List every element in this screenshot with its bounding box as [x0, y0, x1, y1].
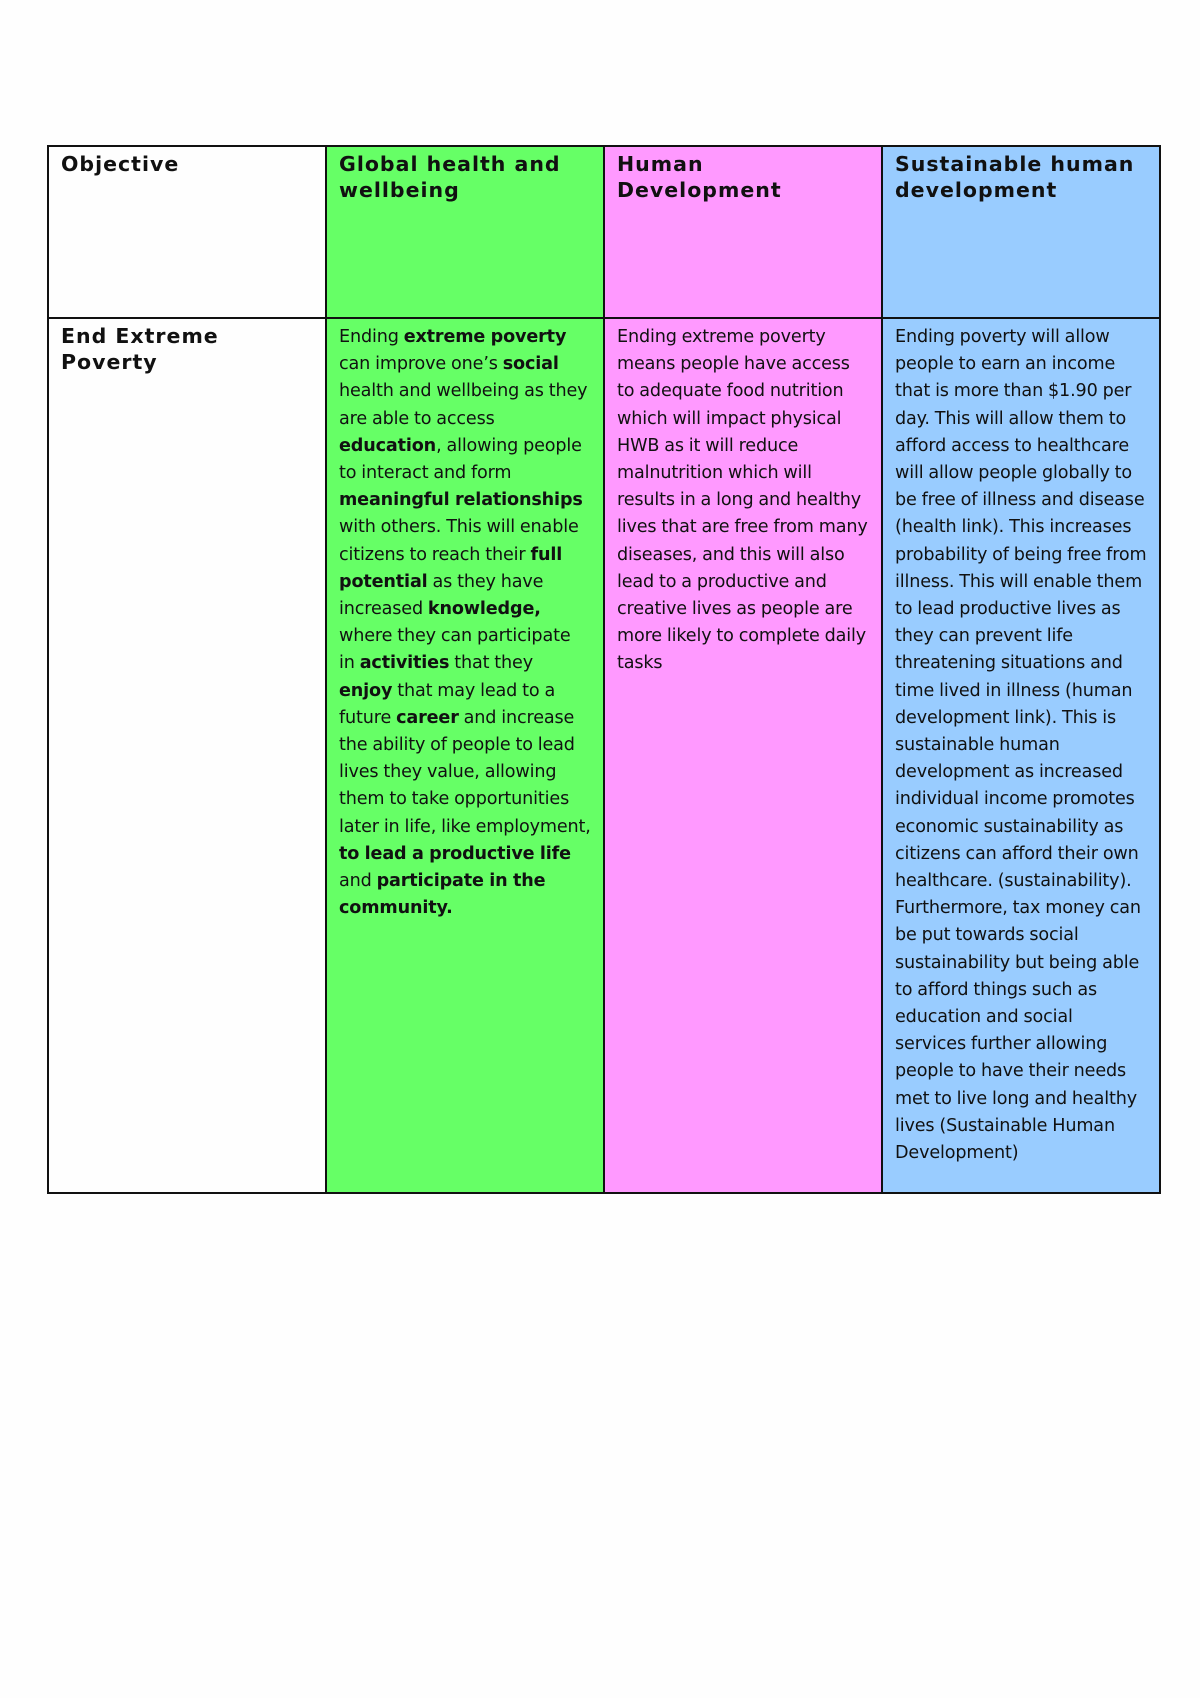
header-cell-global-health: [326, 146, 604, 318]
body-text: , allowing people to interact and form: [339, 435, 582, 484]
row-cell-objective: [48, 318, 326, 1193]
table-header-row: [48, 146, 1160, 318]
emphasis-text: meaningful relationships: [339, 490, 583, 511]
body-text: that may lead to a future: [339, 680, 556, 728]
emphasis-text: knowledge,: [427, 599, 541, 620]
emphasis-text: career: [396, 707, 459, 728]
body-text: where they can participate in: [339, 626, 571, 674]
header-global-health: Global health and wellbeing: [339, 152, 561, 202]
row-sustainable-text: Ending poverty will allow people to earn an income that is more than $1.90 per day. This will allow them to afford access to healthcare will allow people globally to be free of illness and disease (health link). This increases probability of being free from illness. This will enable them to lead productive lives as they can prevent life threatening situations and time lived in illness (human development link). This is sustainable human development as increased individual income promotes economic sustainability as citizens can afford their own healthcare. (sustainability). Furthermore, tax money can be put towards social sustainability but being able to afford things such as education and social services further allowing people to have their needs met to live long and healthy lives (Sustainable Human Development): [895, 327, 1147, 1164]
table-row: [48, 318, 1160, 1193]
body-text: can improve one’s: [339, 354, 503, 375]
row-cell-sustainable: [882, 318, 1160, 1193]
header-cell-human-development: [604, 146, 882, 318]
emphasis-text: education: [339, 435, 437, 456]
row-cell-global-health: [326, 318, 604, 1193]
body-text: as they have increased: [339, 571, 544, 620]
row-global-health-text: [339, 324, 591, 922]
emphasis-text: enjoy: [339, 680, 393, 701]
objectives-table: [47, 145, 1161, 1194]
body-text: health and wellbeing as they are able to access: [339, 381, 588, 429]
emphasis-text: social: [502, 354, 559, 375]
header-sustainable: Sustainable human development: [895, 152, 1135, 202]
row-objective: End Extreme Poverty: [61, 324, 219, 374]
header-cell-sustainable: [882, 146, 1160, 318]
emphasis-text: activities: [359, 653, 450, 674]
emphasis-text: full potential: [339, 544, 563, 592]
header-cell-objective: [48, 146, 326, 318]
body-text: and: [339, 871, 377, 892]
body-text: that they: [449, 653, 533, 674]
row-human-development-text: Ending extreme poverty means people have access to adequate food nutrition which will impact physical HWB as it will reduce malnutrition which will results in a long and healthy lives that are free from many diseases, and this will also lead to a productive and creative lives as people are more likely to complete daily tasks: [617, 327, 868, 674]
emphasis-text: participate in the community.: [339, 871, 546, 919]
header-human-development: Human Development: [617, 152, 782, 202]
header-objective: Objective: [61, 152, 180, 176]
emphasis-text: to lead a productive life: [339, 843, 571, 864]
row-cell-human-development: [604, 318, 882, 1193]
body-text: and increase the ability of people to lead lives they value, allowing them to take opportunities later in life, like employment,: [339, 707, 591, 837]
emphasis-text: extreme poverty: [403, 327, 567, 347]
body-text: with others. This will enable citizens to reach their: [339, 517, 579, 565]
body-text: Ending: [339, 327, 404, 347]
